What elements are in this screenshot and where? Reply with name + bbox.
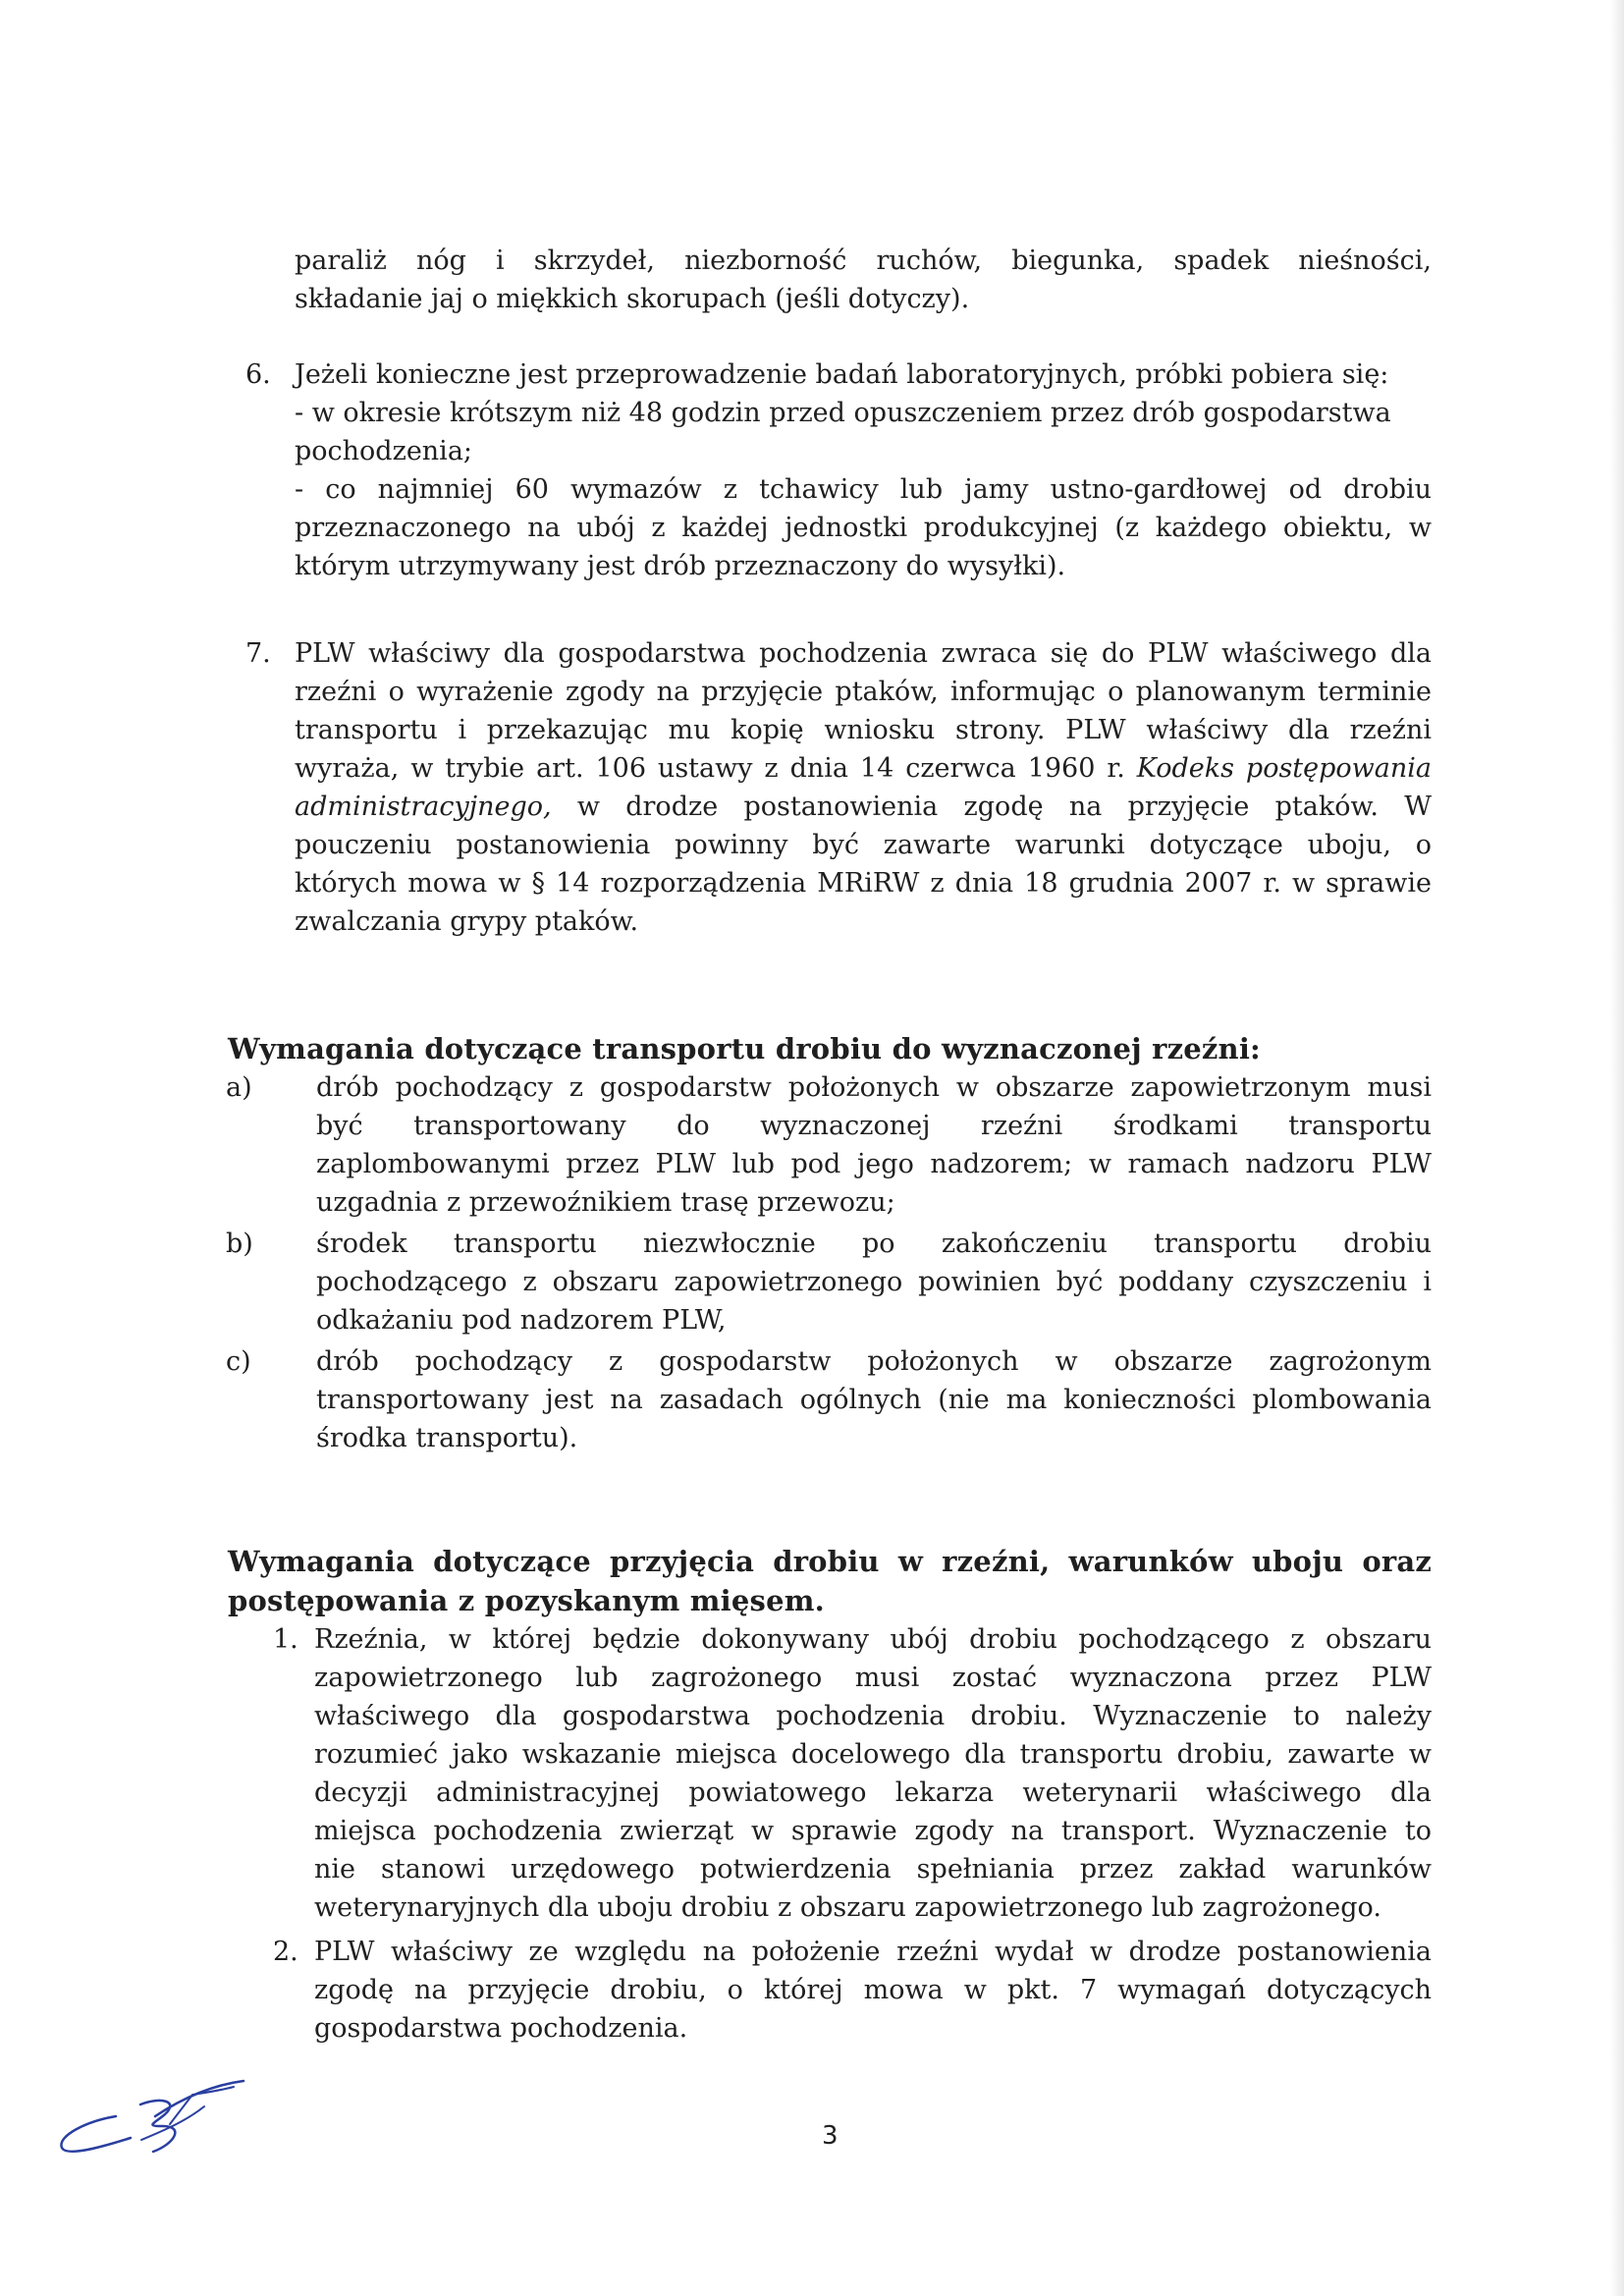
transport-line: drób pochodzący z gospodarstw położonych w obszarze zapowietrzonym musi: [316, 1072, 1432, 1103]
slaughter-line: weterynaryjnych dla uboju drobiu z obszaru zapowietrzonego lub zagrożonego.: [314, 1892, 1381, 1923]
transport-line: środka transportu).: [316, 1423, 578, 1453]
transport-line: uzgadnia z przewoźnikiem trasę przewozu;: [316, 1187, 895, 1218]
slaughter-heading-line: Wymagania dotyczące przyjęcia drobiu w rzeźni, warunków uboju oraz: [228, 1545, 1432, 1578]
slaughter-line: Rzeźnia, w której będzie dokonywany ubój drobiu pochodzącego z obszaru: [314, 1624, 1432, 1655]
item-7-text: w drodze postanowienia zgodę na przyjęcie ptaków. W: [551, 792, 1432, 822]
item-7-line: rzeźni o wyrażenie zgody na przyjęcie ptaków, informując o planowanym terminie: [295, 677, 1432, 707]
item-7-italic-title: Kodeks postępowania: [1136, 753, 1433, 784]
slaughter-line: zapowietrzonego lub zagrożonego musi zostać wyznaczona przez PLW: [314, 1663, 1432, 1693]
item-6-number: 6.: [245, 359, 271, 390]
slaughter-line: PLW właściwy ze względu na położenie rzeźni wydał w drodze postanowienia: [314, 1937, 1432, 1967]
slaughter-heading-line: postępowania z pozyskanym mięsem.: [228, 1584, 825, 1617]
item-7: [245, 634, 1433, 941]
transport-marker-c: c): [226, 1346, 251, 1377]
slaughter-item-1: [273, 1620, 1432, 1927]
transport-line: transportowany jest na zasadach ogólnych (nie ma konieczności plombowania: [316, 1385, 1432, 1415]
slaughter-line: właściwego dla gospodarstwa pochodzenia drobiu. Wyznaczenie to należy: [314, 1701, 1432, 1731]
intro-line: składanie jaj o miękkich skorupach (jeśli dotyczy).: [295, 284, 970, 314]
transport-line: zaplombowanymi przez PLW lub pod jego nadzorem; w ramach nadzoru PLW: [316, 1149, 1432, 1179]
slaughter-line: decyzji administracyjnej powiatowego lekarza weterynarii właściwego dla: [314, 1777, 1432, 1808]
item-7-line: których mowa w § 14 rozporządzenia MRiRW z dnia 18 grudnia 2007 r. w sprawie: [295, 868, 1432, 899]
transport-marker-b: b): [226, 1229, 253, 1259]
item-7-line: pouczeniu postanowienia powinny być zawarte warunki dotyczące uboju, o: [295, 830, 1432, 860]
intro-paragraph: [295, 242, 1432, 318]
item-7-italic-title: administracyjnego,: [295, 792, 552, 822]
item-7-line: transportu i przekazując mu kopię wniosku strony. PLW właściwy dla rzeźni: [295, 715, 1432, 745]
transport-line: być transportowany do wyznaczonej rzeźni środkami transportu: [316, 1111, 1432, 1141]
item-7-line: zwalczania grypy ptaków.: [295, 906, 639, 937]
transport-item-a: [226, 1068, 1432, 1222]
item-6-line: pochodzenia;: [295, 436, 473, 466]
transport-line: środek transportu niezwłocznie po zakończeniu transportu drobiu: [316, 1229, 1432, 1259]
item-6-line: - co najmniej 60 wymazów z tchawicy lub jamy ustno-gardłowej od drobiu: [295, 474, 1432, 505]
item-6-line: którym utrzymywany jest drób przeznaczony do wysyłki).: [295, 551, 1066, 581]
transport-line: odkażaniu pod nadzorem PLW,: [316, 1305, 727, 1336]
item-6-line: Jeżeli konieczne jest przeprowadzenie badań laboratoryjnych, próbki pobiera się:: [295, 359, 1389, 390]
transport-marker-a: a): [226, 1072, 252, 1103]
slaughter-line: gospodarstwa pochodzenia.: [314, 2013, 688, 2044]
transport-item-b: [226, 1225, 1432, 1339]
slaughter-line: rozumieć jako wskazanie miejsca docelowego dla transportu drobiu, zawarte w: [314, 1739, 1432, 1770]
item-7-line: [295, 749, 1432, 788]
signature-icon: [47, 2067, 263, 2165]
transport-line: pochodzącego z obszaru zapowietrzonego powinien być poddany czyszczeniu i: [316, 1267, 1432, 1297]
item-6-line: - w okresie krótszym niż 48 godzin przed opuszczeniem przez drób gospodarstwa: [295, 398, 1391, 428]
item-7-line: PLW właściwy dla gospodarstwa pochodzenia zwraca się do PLW właściwego dla: [295, 638, 1432, 669]
slaughter-heading: [228, 1542, 1432, 1620]
transport-heading: Wymagania dotyczące transportu drobiu do wyznaczonej rzeźni:: [228, 1032, 1261, 1066]
item-6-line: przeznaczonego na ubój z każdej jednostki produkcyjnej (z każdego obiektu, w: [295, 513, 1432, 543]
intro-line: paraliż nóg i skrzydeł, niezborność ruchów, biegunka, spadek nieśności,: [295, 246, 1432, 276]
slaughter-line: zgodę na przyjęcie drobiu, o której mowa w pkt. 7 wymagań dotyczących: [314, 1975, 1432, 2005]
item-7-number: 7.: [245, 638, 271, 669]
transport-line: drób pochodzący z gospodarstw położonych w obszarze zagrożonym: [316, 1346, 1432, 1377]
slaughter-item-2: [273, 1933, 1432, 2048]
item-6: [245, 355, 1432, 585]
page-number: 3: [822, 2121, 839, 2151]
slaughter-marker-2: 2.: [273, 1937, 298, 1967]
page-edge-shadow: [1610, 0, 1624, 2296]
transport-item-c: [226, 1342, 1432, 1457]
slaughter-line: miejsca pochodzenia zwierząt w sprawie zgody na transport. Wyznaczenie to: [314, 1816, 1432, 1846]
slaughter-line: nie stanowi urzędowego potwierdzenia spełniania przez zakład warunków: [314, 1854, 1432, 1885]
slaughter-marker-1: 1.: [273, 1624, 298, 1655]
item-7-line: [295, 788, 1432, 826]
item-7-text: wyraża, w trybie art. 106 ustawy z dnia 14 czerwca 1960 r.: [295, 753, 1137, 784]
